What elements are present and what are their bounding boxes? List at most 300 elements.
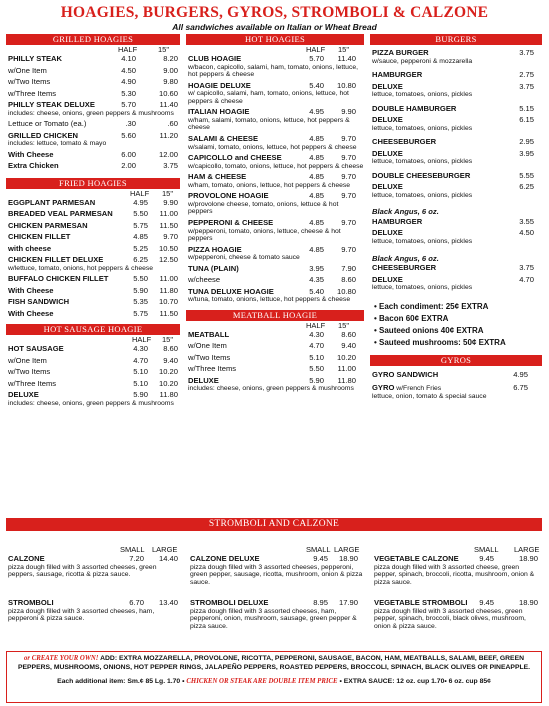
spacer [186,393,364,395]
item-desc: w/ham, tomato, onions, lettuce, hot peppers & cheese [188,181,351,189]
item-name: w/Three Items [8,88,57,98]
item-desc: w/ capicollo, salami, ham, tomato, onions, lettuce, hot peppers & cheese [188,90,349,105]
menu-item [370,383,542,393]
item-price-full: 9.40 [163,355,178,365]
item-name: With Cheese [8,285,54,295]
menu-item [370,275,542,285]
item-price-half: 4.85 [309,153,324,163]
menu-item [6,297,180,307]
item-price-half: 5.90 [133,285,148,295]
item-desc: w/pepperoni, cheese & tomato sauce [188,254,300,262]
item-desc: w/ham, salami, tomato, onions, lettuce, hot peppers & cheese [188,116,350,132]
item-price-full: 9.70 [341,191,356,201]
item-name: VEGETABLE CALZONE [374,554,459,563]
item-desc: includes: cheese, onions, green peppers & mushrooms [8,399,174,407]
angus-heading: Black Angus, 6 oz. [372,207,439,217]
item-price-half: 5.10 [133,378,148,388]
section-stromboli [6,518,542,531]
item-price: 3.55 [519,216,534,226]
item-name: w/Three Items [188,364,237,374]
item-name: with cheese [8,243,52,253]
item-name: DOUBLE HAMBURGER [372,103,457,113]
item-name: EGGPLANT PARMESAN [8,197,96,207]
item-name: CHEESEBURGER [372,137,437,147]
item-price: 6.75 [513,383,528,393]
create-lead: or CREATE YOUR OWN! [23,655,99,662]
item-desc: pizza dough filled with 3 assorted cheese, green pepper, spinach, broccoli, ricotta, mushroom, onion & pizza sauce. [374,563,535,586]
item-price-half: 2.00 [121,161,136,171]
item-large: 14.40 [158,554,178,563]
menu-item [370,217,542,227]
item-price-full: 11.50 [159,308,178,318]
item-name: DELUXE [372,81,403,91]
item-price-full: 9.90 [163,197,178,207]
stromboli-item-1 [188,545,366,586]
item-name: w/One Item [8,65,47,75]
menu-item [370,137,542,147]
item-price-half: 4.10 [121,54,136,63]
item-price-half: 4.90 [121,77,136,86]
item-name: DELUXE [372,148,403,158]
stromboli-item-2 [372,545,542,586]
menu-list-grilled [6,54,180,173]
item-large: 17.90 [338,598,358,607]
item-desc: w/sauce, pepperoni & mozzarella [372,57,473,65]
angus-heading: Black Angus, 6 oz. [372,253,439,263]
item-name: DELUXE [188,375,219,385]
section-header-stromboli: STROMBOLI AND CALZONE [6,518,542,531]
item-price-half: 5.90 [133,390,148,400]
item-name: w/Two Items [8,367,51,377]
item-price-full: 8.60 [341,275,356,285]
item-name: w/cheese [188,275,221,285]
item-price: 3.75 [519,263,534,273]
item-desc: pizza dough filled with 3 assorted cheeses, pepperoni, green pepper, sausage, ricotta, mushroom, onion & pizza sauce. [190,563,363,586]
item-name: GRILLED CHICKEN [8,130,79,140]
item-price-full: 11.00 [159,274,178,284]
section-header-gyros: GYROS [370,355,542,366]
menu-item [6,344,180,354]
item-name: HOT SAUSAGE [8,344,64,354]
item-price: 6.25 [519,182,534,192]
item-price-half: 5.35 [133,297,148,307]
item-large: 13.40 [158,598,178,607]
item-price-full: 10.20 [158,378,178,388]
item-price-half: 4.70 [309,341,324,351]
item-suffix: w/French Fries [394,385,442,393]
item-price: 2.75 [519,70,534,80]
item-name: STROMBOLI [8,598,54,607]
column-middle [186,34,364,395]
item-small: 9.45 [479,554,494,563]
item-name: FISH SANDWICH [8,297,70,307]
item-price: 3.75 [519,48,534,57]
item-name: TUNA DELUXE HOAGIE [188,286,274,296]
item-price-full: 9.70 [341,172,356,182]
menu-item [6,66,180,76]
item-price-half: 4.85 [309,172,324,182]
menu-item [186,341,364,351]
item-price-full: 11.20 [159,130,178,140]
item-desc: w/capicollo, tomato, onions, lettuce, hot peppers & cheese [188,162,364,170]
menu-item [370,149,542,159]
item-price-full: 10.20 [336,352,356,362]
item-desc: w/lettuce, tomato, onions, hot peppers & cheese [8,264,154,272]
item-name: w/Two Items [188,352,231,362]
size-small: SMALL [120,545,145,554]
item-price-half: 5.40 [309,80,324,90]
menu-item [6,356,180,366]
item-price-full: 9.80 [163,77,178,86]
item-desc: pizza dough filled with 3 assorted cheeses, ham, pepperoni & pizza sauce. [8,607,155,623]
item-price: 5.15 [519,103,534,113]
item-small: 9.45 [479,598,494,607]
item-name: CALZONE [8,554,45,563]
size-half: HALF [130,188,150,198]
menu-list-angus-2 [370,263,542,297]
item-desc: pizza dough filled with 3 assorted cheeses, green pepper, spinach, broccoli, black olives, mushroom, onion & pizza sauce. [374,607,526,630]
item-price-full: 9.70 [163,232,178,242]
size-small: SMALL [306,545,331,554]
menu-item [186,353,364,363]
menu-item [6,89,180,99]
menu-item [6,100,180,110]
item-price-half: 4.95 [133,197,148,207]
item-name: CLUB HOAGIE [188,54,242,63]
item-price-half: .30 [125,119,136,129]
item-desc: w/tuna, tomato, onions, lettuce, hot peppers & cheese [188,296,351,304]
item-name: HAMBURGER [372,216,423,226]
menu-list-meatball [186,330,364,395]
menu-item [6,131,180,141]
item-price-full: 11.00 [337,364,356,374]
menu-item [186,218,364,228]
item-price-full: 12.00 [158,149,178,159]
item-price-full: 10.50 [158,243,178,253]
item-price-full: 11.40 [337,54,356,63]
item-name: STROMBOLI DELUXE [190,598,269,607]
item-name: PIZZA HOAGIE [188,244,242,254]
menu-item [370,48,542,58]
item-desc: lettuce, tomatoes, onions, pickles [372,158,473,166]
item-name: PROVOLONE HOAGIE [188,191,269,201]
item-small: 8.95 [313,598,328,607]
item-price-half: 4.95 [309,107,324,117]
menu-item [6,390,180,400]
create-your-own-box [6,651,542,703]
item-desc: lettuce, tomatoes, onions, pickles [372,124,473,132]
item-name: Extra Chicken [8,161,59,171]
item-desc: includes: cheese, onions, green peppers & mushrooms [8,109,174,117]
spacer [6,407,180,409]
item-name: CHICKEN PARMESAN [8,220,88,230]
item-desc: lettuce, tomatoes, onions, pickles [372,237,473,245]
menu-item [6,150,180,160]
item-price-full: 10.70 [158,297,178,307]
item-desc: lettuce, tomatoes, onions, pickles [372,284,473,292]
item-name: HAM & CHEESE [188,172,247,182]
section-header-fried: FRIED HOAGIES [6,178,180,189]
item-name: DELUXE [372,274,403,284]
item-price-full: 11.80 [337,375,356,385]
menu-item [370,104,542,114]
item-price: 5.55 [519,170,534,180]
menu-item [186,191,364,201]
item-price-half: 4.85 [309,218,324,228]
item-name: PHILLY STEAK DELUXE [8,100,95,109]
menu-item [186,134,364,144]
menu-item [6,232,180,242]
item-price-half: 5.75 [133,308,148,318]
item-price-half: 5.50 [309,364,324,374]
item-price: 2.95 [519,137,534,147]
menu-item [186,81,364,91]
item-name: VEGETABLE STROMBOLI [374,598,468,607]
size-large: LARGE [514,545,540,554]
item-price-full: 9.70 [341,153,356,163]
item-price-full: 10.60 [158,88,178,98]
menu-item [6,119,180,129]
size-full: 15" [162,335,174,345]
size-half: HALF [132,335,152,345]
menu-title: HOAGIES, BURGERS, GYROS, STROMBOLI & CALZONE [60,4,489,21]
item-price-full: 10.80 [336,80,356,90]
menu-item [186,364,364,374]
extra-condiment: • Each condiment: 25¢ EXTRA [374,301,489,311]
menu-item [6,54,180,64]
column-left [6,34,180,409]
item-name: PHILLY STEAK [8,54,63,63]
size-large: LARGE [334,545,360,554]
menu-item [370,115,542,125]
item-price-half: 5.50 [133,274,148,284]
item-name: DELUXE [372,182,403,192]
item-desc: lettuce, onion, tomato & special sauce [372,392,487,400]
item-name: w/Three Items [8,378,57,388]
item-large: 18.90 [518,554,538,563]
item-price-full: 11.00 [159,209,178,219]
item-desc: includes: cheese, onions, green peppers & mushrooms [188,385,354,393]
item-name: CAPICOLLO and CHEESE [188,153,282,163]
item-name: DELUXE [8,390,39,400]
menu-list-hot [186,54,364,306]
item-price-half: 5.70 [121,100,136,109]
size-half: HALF [306,320,326,330]
menu-item [186,245,364,255]
item-price-half: 6.25 [133,255,148,265]
item-price-half: 4.85 [309,134,324,144]
item-name: PIZZA BURGER [372,48,429,57]
item-price-full: 3.75 [163,161,178,171]
menu-item [6,161,180,171]
item-name: BREADED VEAL PARMESAN [8,209,113,219]
item-small: 9.45 [313,554,328,563]
menu-list-sausage [6,344,180,409]
extra-onions: • Sauteed onions 40¢ EXTRA [374,325,484,335]
size-full: 15" [338,320,350,330]
item-price-half: 4.35 [309,275,324,285]
extra-bacon: • Bacon 60¢ EXTRA [374,313,449,323]
item-name: CHICKEN FILLET DELUXE [8,255,104,265]
menu-list-fried [6,198,180,321]
item-price: 6.15 [519,115,534,125]
menu-list-burgers [370,48,542,204]
menu-item [6,379,180,389]
item-price-full: 9.70 [341,218,356,228]
item-desc: pizza dough filled with 3 assorted cheeses, ham, pepperoni, onion, mushroom, sausage, green pepper & pizza sauce. [190,607,357,630]
menu-list-angus-1 [370,217,542,251]
menu-item [370,228,542,238]
menu-item [370,70,542,80]
item-name: HAMBURGER [372,70,423,80]
item-price: 4.70 [519,274,534,284]
item-name: PEPPERONI & CHEESE [188,218,274,228]
menu-item [6,286,180,296]
item-name: GYRO [372,383,395,393]
size-full: 15" [162,188,174,198]
menu-item [6,309,180,319]
item-desc: includes: lettuce, tomato & mayo [8,140,107,148]
item-name: w/Two Items [8,77,51,86]
extra-sauce: • EXTRA SAUCE: 12 oz. cup 1.70• 6 oz. cup 85¢ [339,678,491,686]
item-name: w/One Item [188,341,227,351]
item-name: With Cheese [8,308,54,318]
stromboli-item-4 [188,598,366,630]
item-price-half: 4.85 [309,244,324,254]
size-full: 15" [338,45,350,54]
burger-extras [370,301,542,349]
menu-item [186,330,364,340]
menu-item [6,274,180,284]
item-price-half: 5.10 [309,352,324,362]
menu-item [370,263,542,273]
section-header-meatball: MEATBALL HOAGIE [186,310,364,321]
item-price-full: 9.90 [341,107,356,117]
item-price-half: 5.25 [133,243,148,253]
menu-item [6,77,180,87]
item-name: BUFFALO CHICKEN FILLET [8,274,109,284]
item-name: DOUBLE CHEESEBURGER [372,170,471,180]
menu-item [186,264,364,274]
item-price-full: 9.70 [341,134,356,144]
item-large: 18.90 [338,554,358,563]
item-name: MEATBALL [188,329,230,339]
item-name: CALZONE DELUXE [190,554,260,563]
section-header-hot: HOT HOAGIES [186,34,364,45]
extra-mushrooms: • Sauteed mushrooms: 50¢ EXTRA [374,337,506,347]
item-name: HOAGIE DELUXE [188,80,251,90]
size-full: 15" [158,45,170,54]
item-price-full: 11.50 [159,220,178,230]
menu-item [186,54,364,64]
item-price-full: 11.80 [159,285,178,295]
menu-item [6,244,180,254]
menu-item [370,370,542,380]
stromboli-item-5 [372,598,542,630]
size-half: HALF [118,45,138,54]
item-price: 4.95 [513,369,528,379]
item-price-half: 4.85 [133,232,148,242]
menu-item [186,153,364,163]
size-large: LARGE [152,545,178,554]
menu-item [186,275,364,285]
item-desc: w/bacon, capicollo, salami, ham, tomato, onions, lettuce, hot peppers & cheese [188,63,359,79]
item-price-full: .60 [167,119,178,129]
item-price-full: 11.80 [159,390,178,400]
item-price-full: 9.00 [163,65,178,75]
item-price: 4.50 [519,228,534,238]
item-price-half: 5.70 [309,54,324,63]
item-name: CHICKEN FILLET [8,232,71,242]
item-price-full: 8.20 [163,54,178,63]
item-price-full: 9.40 [341,341,356,351]
item-price-half: 6.00 [121,149,136,159]
menu-item [6,367,180,377]
item-price-half: 4.85 [309,191,324,201]
item-small: 6.70 [129,598,144,607]
item-name: DELUXE [372,115,403,125]
menu-item [6,221,180,231]
item-price-half: 4.30 [133,344,148,354]
column-right [370,34,542,400]
item-price-half: 5.90 [309,375,324,385]
item-price-full: 11.40 [159,100,178,109]
item-price-full: 10.80 [336,286,356,296]
item-small: 7.20 [129,554,144,563]
item-price-half: 5.40 [309,286,324,296]
menu-item [186,287,364,297]
item-desc: w/salami, tomato, onions, lettuce, hot peppers & cheese [188,143,357,151]
section-header-grilled: GRILLED HOAGIES [6,34,180,45]
item-name: DELUXE [372,228,403,238]
item-price-half: 4.50 [121,65,136,75]
item-price-half: 4.70 [133,355,148,365]
menu-item [186,172,364,182]
item-large: 18.90 [518,598,538,607]
size-small: SMALL [474,545,499,554]
item-price-half: 3.95 [309,263,324,273]
stromboli-item-0 [6,545,184,579]
menu-item [6,209,180,219]
section-header-sausage: HOT SAUSAGE HOAGIE [6,324,180,335]
item-price-full: 7.90 [341,263,356,273]
section-header-burgers: BURGERS [370,34,542,45]
double-note: CHICKEN OR STEAK ARE DOUBLE ITEM PRICE [186,678,338,686]
stromboli-item-3 [6,598,184,623]
item-desc: w/pepperoni, tomato, onions, lettuce, cheese & hot peppers [188,227,341,243]
menu-item [6,198,180,208]
menu-item [370,182,542,192]
item-price-half: 5.75 [133,220,148,230]
item-price-half: 5.50 [133,209,148,219]
item-price-full: 10.20 [158,367,178,377]
item-price-full: 8.60 [163,344,178,354]
size-half: HALF [306,45,326,54]
item-price-half: 4.30 [309,329,324,339]
item-price: 3.75 [519,81,534,91]
item-price-half: 5.10 [133,367,148,377]
item-name: ITALIAN HOAGIE [188,107,250,117]
menu-item [186,107,364,117]
item-name: SALAMI & CHEESE [188,134,259,144]
item-name: CHEESEBURGER [372,263,437,273]
item-name: With Cheese [8,149,54,159]
item-name: w/One Item [8,355,47,365]
item-price: 3.95 [519,148,534,158]
create-text: ADD: EXTRA MOZZARELLA, PROVOLONE, RICOTTA, PEPPERONI, SAUSAGE, BACON, HAM, MEATBALLS, SALAMI, BEEF, GREEN PEPPERS, MUSHROOMS, ONIONS, HOT PEPPER RINGS, JALAPEÑO PEPPERS, ROASTED PEPPERS, BROCCOLI, SPINACH, BLACK OLIVES OR PINEAPPLE. [17,655,531,671]
menu-subtitle: All sandwiches available on Italian or Wheat Bread [172,22,377,32]
item-price-half: 5.60 [121,130,136,140]
